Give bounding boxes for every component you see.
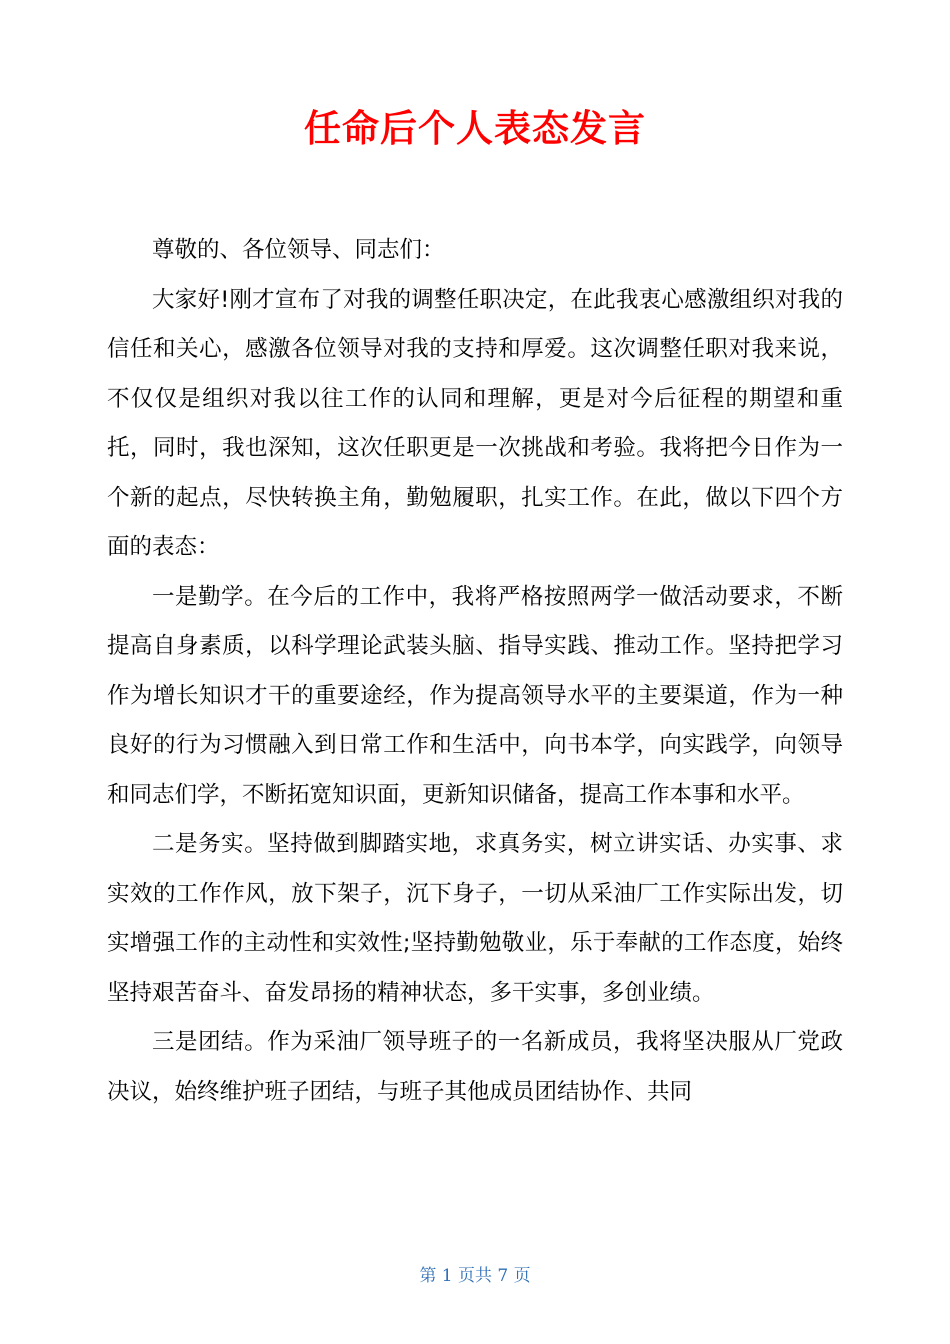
- pragmatism-paragraph: 二是务实。坚持做到脚踏实地，求真务实，树立讲实话、办实事、求实效的工作作风，放下架子，沉下身子，一切从采油厂工作实际出发，切实增强工作的主动性和实效性;坚持勤勉敬业，乐于奉献的工作态度，始终坚持艰苦奋斗、奋发昂扬的精神状态，多干实事，多创业绩。: [107, 831, 843, 1006]
- diligent-study-paragraph: 一是勤学。在今后的工作中，我将严格按照两学一做活动要求，不断提高自身素质，以科学理论武装头脑、指导实践、推动工作。坚持把学习作为增长知识才干的重要途经，作为提高领导水平的主要渠道，作为一种良好的行为习惯融入到日常工作和生活中，向书本学，向实践学，向领导和同志们学，不断拓宽知识面，更新知识储备，提高工作本事和水平。: [107, 583, 843, 808]
- document-body: [107, 226, 843, 1117]
- salutation-paragraph: 尊敬的、各位领导、同志们：: [152, 237, 445, 263]
- document-title: 任命后个人表态发言: [304, 107, 646, 150]
- page-number-footer: 第 1 页共 7 页: [419, 1266, 531, 1286]
- opening-paragraph: 大家好!刚才宣布了对我的调整任职决定，在此我衷心感激组织对我的信任和关心，感激各位领导对我的支持和厚爱。这次调整任职对我来说，不仅仅是组织对我以往工作的认同和理解，更是对今后征程的期望和重托，同时，我也深知，这次任职更是一次挑战和考验。我将把今日作为一个新的起点，尽快转换主角，勤勉履职，扎实工作。在此，做以下四个方面的表态：: [107, 286, 843, 560]
- unity-paragraph: 三是团结。作为采油厂领导班子的一名新成员，我将坚决服从厂党政决议，始终维护班子团结，与班子其他成员团结协作、共同: [107, 1029, 843, 1105]
